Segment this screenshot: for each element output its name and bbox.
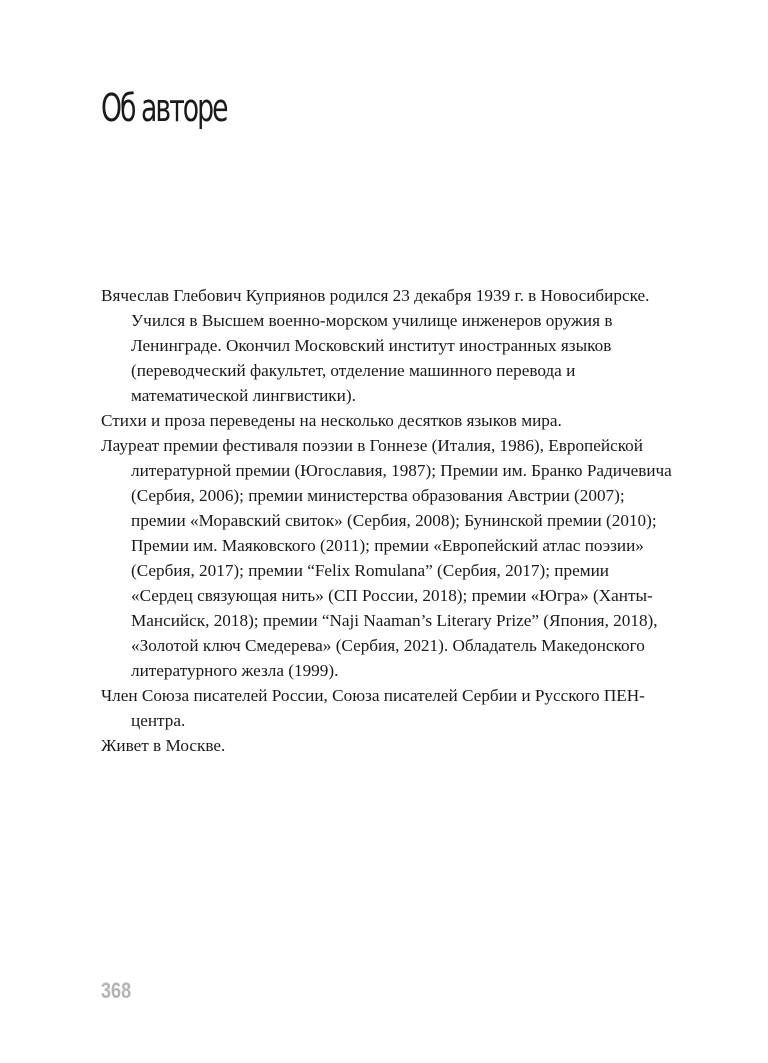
- bio-paragraph-translations: Стихи и проза переведены на несколько десятков языков мира.: [101, 411, 562, 430]
- bio-paragraph-membership: Член Союза писателей России, Союза писателей Сербии и Русского ПЕН-центра.: [101, 686, 645, 730]
- bio-paragraph-biography: Вячеслав Глебович Куприянов родился 23 декабря 1939 г. в Новосибирске. Учился в Высшем военно-морском училище инженеров оружия в Ленинграде. Окончил Московский институт иностранных языков (переводческий факультет, отделение машинного перевода и математической лингвистики).: [101, 286, 650, 405]
- author-bio: [101, 283, 673, 758]
- bio-paragraph-residence: Живет в Москве.: [101, 736, 226, 755]
- bio-paragraph-awards: Лауреат премии фестиваля поэзии в Гоннезе (Италия, 1986), Европейской литературной премии (Югославия, 1987); Премии им. Бранко Радичевича (Сербия, 2006); премии министерства образования Австрии (2007); премии «Моравский свиток» (Сербия, 2008); Бунинской премии (2010); Премии им. Маяковского (2011); премии «Европейский атлас поэзии» (Сербия, 2017); премии “Felix Romulana” (Сербия, 2017); премии «Сердец связующая нить» (СП России, 2018); премии «Югра» (Ханты-Мансийск, 2018); премии “Naji Naaman’s Literary Prize” (Япония, 2018), «Золотой ключ Смедерева» (Сербия, 2021). Обладатель Македонского литературного жезла (1999).: [101, 436, 672, 680]
- page-title: Об авторе: [101, 86, 227, 130]
- page-number: 368: [101, 978, 132, 1003]
